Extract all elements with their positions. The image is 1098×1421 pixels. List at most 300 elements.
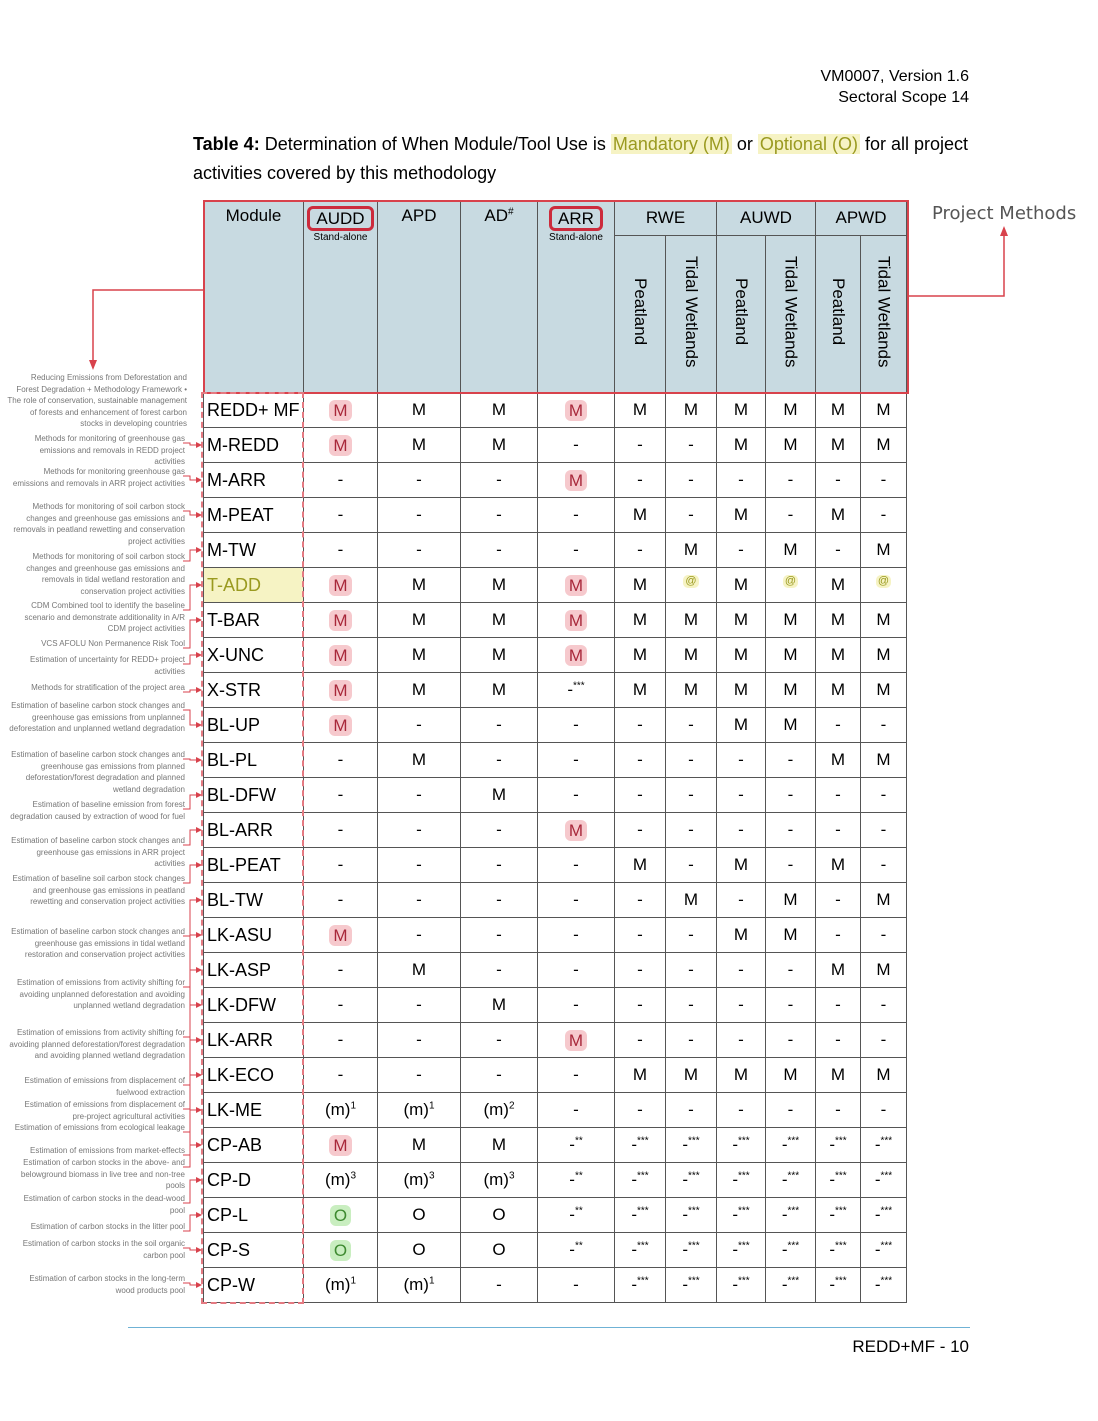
footnote-marker: *** [737, 1240, 750, 1252]
table-cell [766, 1198, 816, 1233]
table-cell [461, 883, 538, 918]
cell-value: M [565, 610, 587, 631]
table-cell [766, 568, 816, 603]
footnote-marker: *** [787, 1275, 800, 1287]
cell-value: M [329, 925, 351, 946]
table-cell [717, 393, 766, 428]
cell-value: M [876, 1065, 891, 1084]
row-module-name: M-PEAT [204, 498, 304, 533]
cell-value: M [783, 610, 798, 629]
table-cell [378, 848, 461, 883]
cell-value: - [337, 750, 344, 769]
table-row [204, 1093, 907, 1128]
table-cell [666, 1023, 717, 1058]
description-connector [183, 970, 198, 1037]
table-cell [304, 428, 378, 463]
cell-value: - [496, 890, 502, 909]
table-cell [861, 778, 907, 813]
caption-mandatory: Mandatory (M) [612, 134, 730, 154]
cell-value: (m) [324, 1275, 351, 1294]
table-cell [615, 988, 666, 1023]
description-arrowhead [196, 687, 202, 693]
cell-value: M [632, 680, 648, 699]
table-cell [304, 883, 378, 918]
cell-value: - [787, 505, 794, 524]
cell-value: - [880, 995, 887, 1014]
cell-value: - [337, 855, 344, 874]
description-connector [183, 476, 198, 480]
footnote-marker: *** [687, 1275, 700, 1287]
cell-value: - [688, 855, 694, 874]
description-connector [183, 795, 198, 809]
cell-value: - [732, 1275, 738, 1294]
cell-value: - [496, 820, 502, 839]
description-connector [183, 443, 198, 445]
cell-value: M [733, 1065, 749, 1084]
table-cell [717, 1163, 766, 1198]
rwe-peatland [615, 236, 666, 393]
table-row [204, 463, 907, 498]
apwd-tidal-wetlands [861, 236, 907, 393]
cell-value: M [329, 645, 351, 666]
module-description: Estimation of emissions from ecological leakage [14, 1123, 185, 1132]
table-cell [816, 1058, 861, 1093]
cell-value: M [683, 645, 699, 664]
table-cell [666, 848, 717, 883]
description-arrowhead [196, 547, 202, 553]
table-cell [378, 918, 461, 953]
description-connector [183, 1215, 198, 1231]
table-cell [861, 988, 907, 1023]
cell-value: - [874, 1135, 881, 1154]
footnote-marker: ** [574, 1170, 583, 1182]
table-cell [861, 393, 907, 428]
cell-value: O [492, 1205, 506, 1224]
cell-value: M [632, 645, 648, 664]
cell-value: - [496, 1030, 502, 1049]
cell-value: M [830, 610, 846, 629]
footnote-marker: ** [574, 1135, 583, 1147]
cell-value: - [496, 1275, 502, 1294]
table-cell [304, 953, 378, 988]
cell-value: M [783, 715, 798, 734]
table-cell [538, 743, 615, 778]
rwe-tidal-label: Tidal Wetlands [682, 255, 701, 368]
table-cell [538, 1268, 615, 1303]
cell-value: M [491, 680, 507, 699]
cell-value: M [733, 400, 749, 419]
table-cell [816, 743, 861, 778]
cell-value: - [416, 820, 422, 839]
ad-label: AD [484, 206, 509, 225]
description-arrowhead [196, 652, 202, 658]
cell-value: - [637, 470, 643, 489]
cell-value: M [733, 435, 749, 454]
cell-value: - [688, 505, 694, 524]
table-cell [666, 463, 717, 498]
row-module-name: CP-D [204, 1163, 304, 1198]
cell-value: M [733, 925, 749, 944]
description-connector [183, 1110, 198, 1155]
footnote-marker: 3 [428, 1170, 435, 1182]
cell-value: M [329, 610, 351, 631]
cell-value: - [829, 1205, 835, 1224]
table-cell [861, 533, 907, 568]
cell-value: - [567, 680, 573, 699]
table-cell [461, 1233, 538, 1268]
module-description: Estimation of emissions from displacement of fuelwood extraction [24, 1076, 185, 1097]
table-cell [378, 1268, 461, 1303]
cell-value: - [835, 715, 841, 734]
description-connector [183, 1075, 198, 1132]
cell-value: - [732, 1205, 738, 1224]
cell-value: - [688, 820, 694, 839]
table-cell [538, 568, 615, 603]
table-cell [615, 603, 666, 638]
cell-value: - [787, 995, 794, 1014]
table-cell [717, 1093, 766, 1128]
description-connector [183, 1145, 198, 1167]
footnote-marker: 1 [350, 1275, 357, 1287]
module-description: Methods for monitoring of soil carbon stock changes and greenhouse gas emissions and removals in tidal wetland restoration and conservation project activities [26, 552, 185, 596]
cell-value: M [783, 1065, 798, 1084]
table-cell [304, 393, 378, 428]
table-cell [717, 1128, 766, 1163]
table-cell [766, 463, 816, 498]
description-connector [183, 550, 198, 561]
cell-value: M [683, 540, 699, 559]
cell-value: - [573, 540, 579, 559]
auwd-tidal-wetlands [766, 236, 816, 393]
table-cell [861, 1058, 907, 1093]
caption-label: Table 4: [193, 134, 260, 154]
row-module-name: M-ARR [204, 463, 304, 498]
table-cell [816, 1163, 861, 1198]
cell-value: M [411, 645, 427, 664]
table-cell [538, 778, 615, 813]
description-arrowhead [196, 1247, 202, 1253]
table-cell [378, 463, 461, 498]
cell-value: - [880, 505, 887, 524]
table-cell [304, 498, 378, 533]
row-module-name: CP-S [204, 1233, 304, 1268]
table-cell [861, 498, 907, 533]
table-cell [766, 988, 816, 1023]
cell-value: (m) [403, 1100, 429, 1119]
row-module-name: T-BAR [204, 603, 304, 638]
table-cell [666, 1163, 717, 1198]
cell-value: - [637, 820, 643, 839]
row-module-name: BL-TW [204, 883, 304, 918]
cell-value: - [688, 925, 694, 944]
footnote-marker: ** [574, 1240, 583, 1252]
table-cell [304, 568, 378, 603]
row-module-name: LK-ASP [204, 953, 304, 988]
description-arrowhead [196, 827, 202, 833]
table-row [204, 883, 907, 918]
footnote-marker: *** [636, 1170, 649, 1182]
apwd-peatland-label: Peatland [829, 277, 848, 346]
cell-value: - [781, 1170, 788, 1189]
cell-value: (m) [324, 1170, 351, 1189]
row-module-name: LK-DFW [204, 988, 304, 1023]
cell-value: M [683, 890, 699, 909]
table-cell [666, 1093, 717, 1128]
cell-value: - [337, 470, 344, 489]
table-cell [461, 708, 538, 743]
module-description: Estimation of emissions from activity shifting for avoiding planned deforestation/forest degradation and avoiding planned wetland degradation [9, 1028, 185, 1060]
table-cell [461, 603, 538, 638]
table-cell [378, 813, 461, 848]
table-cell [538, 603, 615, 638]
cell-value: - [688, 435, 694, 454]
rwe-peatland-label: Peatland [631, 277, 650, 346]
table-cell [766, 1023, 816, 1058]
cell-value: - [874, 1205, 881, 1224]
table-cell [766, 638, 816, 673]
col-header-apwd: APWD [816, 201, 907, 236]
description-connector [183, 585, 198, 610]
table-cell [538, 498, 615, 533]
table-cell [538, 1163, 615, 1198]
cell-value: M [733, 575, 749, 594]
cell-value: - [787, 960, 794, 979]
footnote-marker: *** [834, 1170, 847, 1182]
table-cell [766, 603, 816, 638]
table-cell [816, 463, 861, 498]
methodology-version: VM0007, Version 1.6 [820, 68, 969, 85]
row-module-name: X-UNC [204, 638, 304, 673]
cell-value: - [569, 1135, 575, 1154]
description-arrowhead [196, 792, 202, 798]
table-cell [461, 638, 538, 673]
framework-arrowhead [89, 360, 97, 370]
cell-value: - [416, 1030, 422, 1049]
cell-value: M [683, 1065, 699, 1084]
table-cell [816, 778, 861, 813]
table-cell [304, 918, 378, 953]
table-cell [816, 1093, 861, 1128]
cell-value: - [337, 1065, 344, 1084]
module-description: VCS AFOLU Non Permanence Risk Tool [41, 639, 185, 648]
cell-value: - [637, 890, 643, 909]
module-description: Methods for stratification of the project area [31, 683, 185, 692]
cell-value: - [637, 1100, 643, 1119]
table-cell [378, 533, 461, 568]
cell-value: M [491, 610, 507, 629]
table-cell [538, 673, 615, 708]
cell-value: - [637, 1030, 643, 1049]
description-connector [183, 1005, 198, 1085]
table-cell [378, 1093, 461, 1128]
cell-value: - [573, 995, 579, 1014]
description-arrowhead [196, 897, 202, 903]
description-arrowhead [196, 722, 202, 728]
cell-value: - [688, 785, 694, 804]
description-arrows [183, 442, 202, 1288]
table-cell [666, 1198, 717, 1233]
cell-value: (m) [403, 1170, 429, 1189]
description-connector [183, 865, 198, 883]
table-cell [666, 1058, 717, 1093]
table-cell [861, 883, 907, 918]
table-cell [717, 883, 766, 918]
table-row [204, 393, 907, 428]
table-cell [861, 1268, 907, 1303]
col-header-ad [461, 201, 538, 393]
table-cell [378, 1233, 461, 1268]
description-arrowhead [196, 477, 202, 483]
cell-value: - [880, 820, 887, 839]
table-cell [378, 638, 461, 673]
table-cell [816, 848, 861, 883]
cell-value: M [783, 540, 798, 559]
cell-value: M [491, 400, 507, 419]
cell-value: - [835, 540, 841, 559]
table-cell [615, 813, 666, 848]
cell-value: M [783, 925, 798, 944]
table-row [204, 638, 907, 673]
cell-value: M [565, 820, 587, 841]
cell-value: - [682, 1240, 688, 1259]
table-cell [378, 743, 461, 778]
cell-value: M [411, 680, 427, 699]
col-header-auwd: AUWD [717, 201, 816, 236]
table-cell [717, 498, 766, 533]
table-cell [861, 428, 907, 463]
cell-value: - [337, 785, 344, 804]
table-cell [304, 1093, 378, 1128]
table-cell [861, 603, 907, 638]
cell-value: @ [685, 575, 697, 587]
table-cell [717, 813, 766, 848]
cell-value: - [880, 855, 887, 874]
cell-value: - [787, 1100, 794, 1119]
cell-value: M [565, 400, 587, 421]
cell-value: - [573, 1100, 579, 1119]
row-module-name: LK-ME [204, 1093, 304, 1128]
module-description: Estimation of carbon stocks in the soil organic carbon pool [22, 1239, 185, 1260]
row-module-name: LK-ARR [204, 1023, 304, 1058]
footnote-marker: *** [687, 1240, 700, 1252]
cell-value: - [688, 1100, 694, 1119]
row-module-name: BL-DFW [204, 778, 304, 813]
cell-value: - [416, 855, 422, 874]
module-description: Estimation of carbon stocks in the above- and belowground biomass in live tree and non-tree pools [20, 1158, 185, 1190]
table-cell [666, 743, 717, 778]
description-arrowhead [196, 1142, 202, 1148]
footnote-marker: *** [834, 1240, 847, 1252]
table-cell [461, 463, 538, 498]
table-body [204, 393, 907, 1303]
table-cell [766, 1128, 816, 1163]
table-cell [304, 1128, 378, 1163]
table-cell [766, 428, 816, 463]
cell-value: - [337, 820, 344, 839]
cell-value: M [329, 575, 351, 596]
table-cell [816, 603, 861, 638]
cell-value: - [337, 995, 344, 1014]
table-cell [615, 673, 666, 708]
description-arrowhead [196, 442, 202, 448]
table-cell [378, 673, 461, 708]
cell-value: - [829, 1135, 835, 1154]
table-cell [461, 673, 538, 708]
cell-value: - [688, 1030, 694, 1049]
footnote-marker: *** [787, 1170, 800, 1182]
table-cell [615, 883, 666, 918]
cell-value: - [738, 1100, 744, 1119]
description-arrowhead [196, 967, 202, 973]
cell-value: M [491, 1135, 507, 1154]
table-cell [461, 1198, 538, 1233]
footnote-marker: *** [737, 1205, 750, 1217]
table-cell [378, 498, 461, 533]
table-cell [615, 918, 666, 953]
table-cell [461, 498, 538, 533]
module-description: Estimation of carbon stocks in the dead-wood pool [23, 1194, 185, 1215]
footnote-marker: *** [636, 1205, 649, 1217]
cell-value: - [787, 820, 794, 839]
cell-value: - [637, 785, 643, 804]
description-arrowhead [196, 1107, 202, 1113]
module-description: Estimation of baseline carbon stock changes and greenhouse gas emissions in ARR project activities [11, 836, 185, 868]
module-description: CDM Combined tool to identify the baseline scenario and demonstrate additionality in A/R CDM project activities [24, 601, 185, 633]
cell-value: - [496, 1065, 502, 1084]
project-methods-arrowhead [1000, 226, 1008, 236]
table-cell [666, 428, 717, 463]
table-row [204, 1023, 907, 1058]
project-methods-connector [909, 232, 1004, 296]
cell-value: M [329, 435, 351, 456]
table-cell [816, 393, 861, 428]
auwd-peatland [717, 236, 766, 393]
table-cell [861, 708, 907, 743]
cell-value: M [733, 855, 749, 874]
footnote-marker: *** [687, 1205, 700, 1217]
table-cell [615, 708, 666, 743]
cell-value: - [835, 1030, 841, 1049]
cell-value: (m) [483, 1100, 509, 1119]
module-description: Estimation of baseline carbon stock changes and greenhouse gas emissions from unplanned deforestation and unplanned wetland degradation [9, 701, 185, 733]
cell-value: M [830, 1065, 846, 1084]
table-cell [304, 1058, 378, 1093]
table-cell [615, 638, 666, 673]
row-module-name: T-ADD [204, 568, 304, 603]
table-row [204, 1128, 907, 1163]
table-cell [766, 1058, 816, 1093]
table-cell [538, 1093, 615, 1128]
cell-value: - [416, 470, 422, 489]
table-cell [861, 673, 907, 708]
table-cell [861, 1128, 907, 1163]
cell-value: - [880, 1030, 887, 1049]
cell-value: M [565, 645, 587, 666]
cell-value: - [829, 1170, 835, 1189]
table-cell [666, 393, 717, 428]
table-cell [304, 1198, 378, 1233]
cell-value: - [416, 925, 422, 944]
cell-value: - [337, 505, 344, 524]
table-cell [461, 568, 538, 603]
table-cell [304, 848, 378, 883]
cell-value: - [573, 960, 579, 979]
cell-value: M [876, 680, 891, 699]
table-cell [615, 1163, 666, 1198]
auwd-peatland-label: Peatland [732, 277, 751, 346]
table-cell [816, 918, 861, 953]
table-cell [538, 1233, 615, 1268]
